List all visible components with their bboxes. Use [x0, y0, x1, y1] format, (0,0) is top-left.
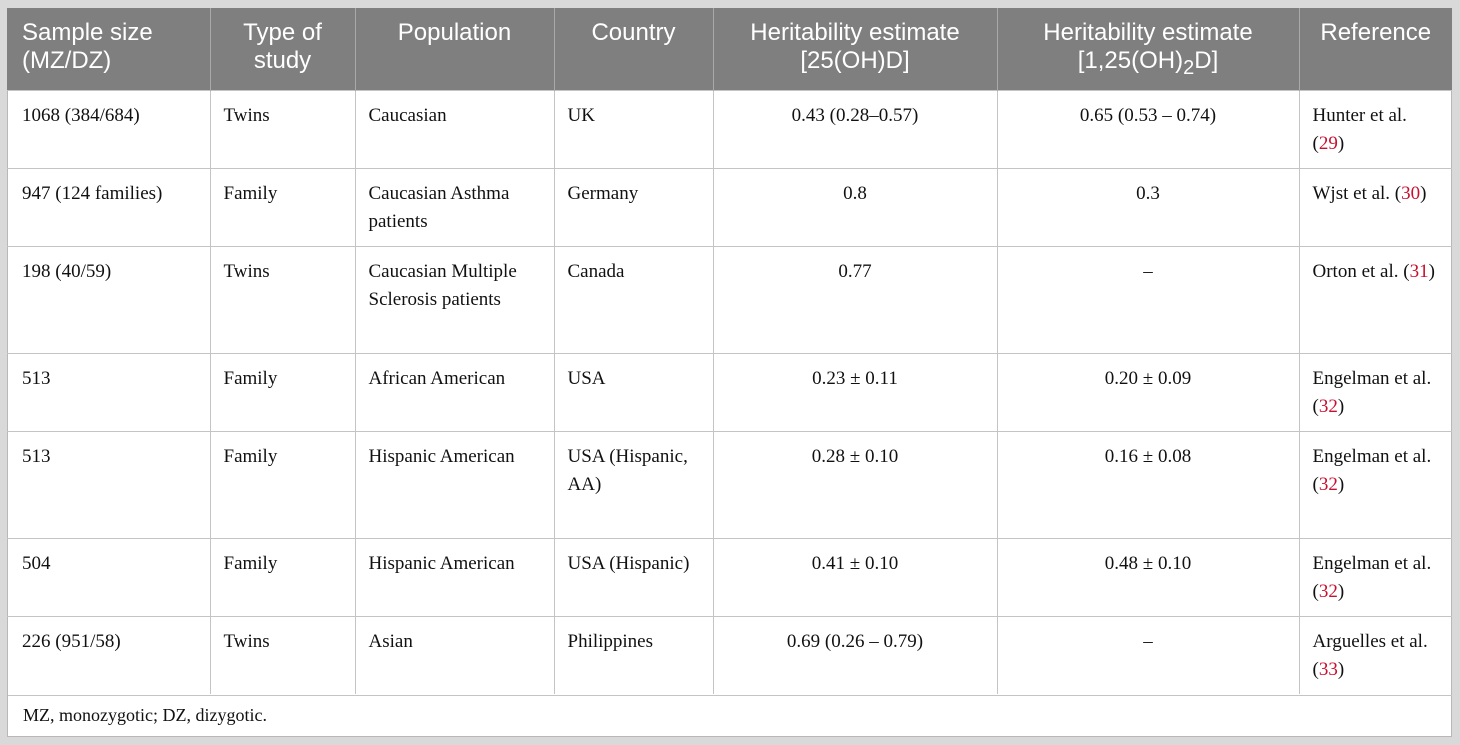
header-type-of-study: Type of study: [210, 8, 355, 90]
cell-reference: [1299, 353, 1452, 431]
table-row: [7, 168, 1452, 246]
cell-heritability-125oh2d: 0.20 ± 0.09: [997, 353, 1299, 431]
cell-reference: [1299, 431, 1452, 538]
cell-sample-size: 226 (951/58): [7, 616, 210, 694]
header-compound-subscript: 2: [1183, 56, 1195, 79]
cell-type-of-study: Family: [210, 168, 355, 246]
reference-close-paren: ): [1337, 132, 1345, 154]
header-heritability-125oh2d: [997, 8, 1299, 90]
cell-sample-size: 947 (124 families): [7, 168, 210, 246]
reference-link[interactable]: 30: [1401, 182, 1421, 204]
cell-heritability-125oh2d: –: [997, 246, 1299, 353]
cell-type-of-study: Twins: [210, 616, 355, 694]
reference-link[interactable]: 32: [1318, 580, 1338, 602]
header-population: Population: [355, 8, 554, 90]
reference-link[interactable]: 32: [1318, 395, 1338, 417]
reference-link[interactable]: 32: [1318, 473, 1338, 495]
header-heritability-125oh2d-label: Heritability estimate: [1043, 19, 1253, 46]
reference-close-paren: ): [1420, 182, 1427, 204]
header-compound-part-b: D]: [1194, 47, 1219, 74]
cell-heritability-25ohd: 0.23 ± 0.11: [713, 353, 997, 431]
heritability-table: [7, 8, 1452, 694]
cell-country: UK: [554, 90, 713, 168]
reference-close-paren: ): [1337, 395, 1345, 417]
cell-country: Canada: [554, 246, 713, 353]
header-compound-part-a: [1,25(OH): [1077, 47, 1184, 74]
cell-reference: [1299, 616, 1452, 694]
cell-sample-size: 504: [7, 538, 210, 616]
cell-type-of-study: Family: [210, 353, 355, 431]
reference-author: Arguelles et al. (: [1312, 630, 1428, 680]
cell-population: Hispanic American: [355, 431, 554, 538]
cell-country: USA (Hispanic, AA): [554, 431, 713, 538]
reference-author: Wjst et al. (: [1312, 182, 1402, 204]
cell-country: Philippines: [554, 616, 713, 694]
cell-sample-size: 1068 (384/684): [7, 90, 210, 168]
header-heritability-25ohd-compound: [25(OH)D]: [800, 47, 910, 74]
cell-sample-size: 513: [7, 431, 210, 538]
reference-author: Engelman et al. (: [1312, 367, 1432, 417]
cell-heritability-25ohd: 0.69 (0.26 – 0.79): [713, 616, 997, 694]
reference-author: Orton et al. (: [1312, 260, 1410, 282]
cell-heritability-125oh2d: 0.48 ± 0.10: [997, 538, 1299, 616]
cell-heritability-125oh2d: 0.3: [997, 168, 1299, 246]
reference-link[interactable]: 31: [1409, 260, 1429, 282]
cell-population: Caucasian Asthma patients: [355, 168, 554, 246]
reference-close-paren: ): [1337, 658, 1345, 680]
cell-reference: [1299, 538, 1452, 616]
cell-type-of-study: Twins: [210, 90, 355, 168]
cell-heritability-125oh2d: –: [997, 616, 1299, 694]
table-row: [7, 246, 1452, 353]
cell-type-of-study: Family: [210, 431, 355, 538]
table-frame: [7, 8, 1452, 737]
cell-reference: [1299, 246, 1452, 353]
table-row: [7, 353, 1452, 431]
table-row: [7, 616, 1452, 694]
reference-close-paren: ): [1337, 473, 1345, 495]
cell-heritability-25ohd: 0.43 (0.28–0.57): [713, 90, 997, 168]
reference-author: Engelman et al. (: [1312, 552, 1432, 602]
cell-heritability-25ohd: 0.8: [713, 168, 997, 246]
footnote-divider: [8, 695, 1452, 696]
header-heritability-25ohd-label: Heritability estimate: [750, 19, 960, 46]
table-footnote: MZ, monozygotic; DZ, dizygotic.: [23, 705, 267, 725]
cell-country: Germany: [554, 168, 713, 246]
table-row: [7, 90, 1452, 168]
cell-heritability-125oh2d: 0.16 ± 0.08: [997, 431, 1299, 538]
cell-heritability-25ohd: 0.28 ± 0.10: [713, 431, 997, 538]
cell-population: Caucasian: [355, 90, 554, 168]
header-row: [7, 8, 1452, 90]
table-row: [7, 431, 1452, 538]
cell-sample-size: 513: [7, 353, 210, 431]
cell-reference: [1299, 168, 1452, 246]
reference-close-paren: ): [1337, 580, 1345, 602]
cell-type-of-study: Twins: [210, 246, 355, 353]
cell-population: Asian: [355, 616, 554, 694]
reference-author: Engelman et al. (: [1312, 445, 1432, 495]
reference-link[interactable]: 29: [1318, 132, 1338, 154]
reference-link[interactable]: 33: [1318, 658, 1338, 680]
header-sample-size: Sample size (MZ/DZ): [7, 8, 210, 90]
header-reference: Reference: [1299, 8, 1452, 90]
cell-population: Caucasian Multiple Sclerosis patients: [355, 246, 554, 353]
cell-reference: [1299, 90, 1452, 168]
cell-country: USA: [554, 353, 713, 431]
cell-heritability-25ohd: 0.41 ± 0.10: [713, 538, 997, 616]
reference-close-paren: ): [1428, 260, 1435, 282]
cell-sample-size: 198 (40/59): [7, 246, 210, 353]
cell-population: African American: [355, 353, 554, 431]
header-country: Country: [554, 8, 713, 90]
cell-heritability-125oh2d: 0.65 (0.53 – 0.74): [997, 90, 1299, 168]
table-row: [7, 538, 1452, 616]
header-heritability-25ohd: [713, 8, 997, 90]
cell-population: Hispanic American: [355, 538, 554, 616]
cell-heritability-25ohd: 0.77: [713, 246, 997, 353]
cell-type-of-study: Family: [210, 538, 355, 616]
reference-author: Hunter et al. (: [1312, 104, 1407, 154]
cell-country: USA (Hispanic): [554, 538, 713, 616]
